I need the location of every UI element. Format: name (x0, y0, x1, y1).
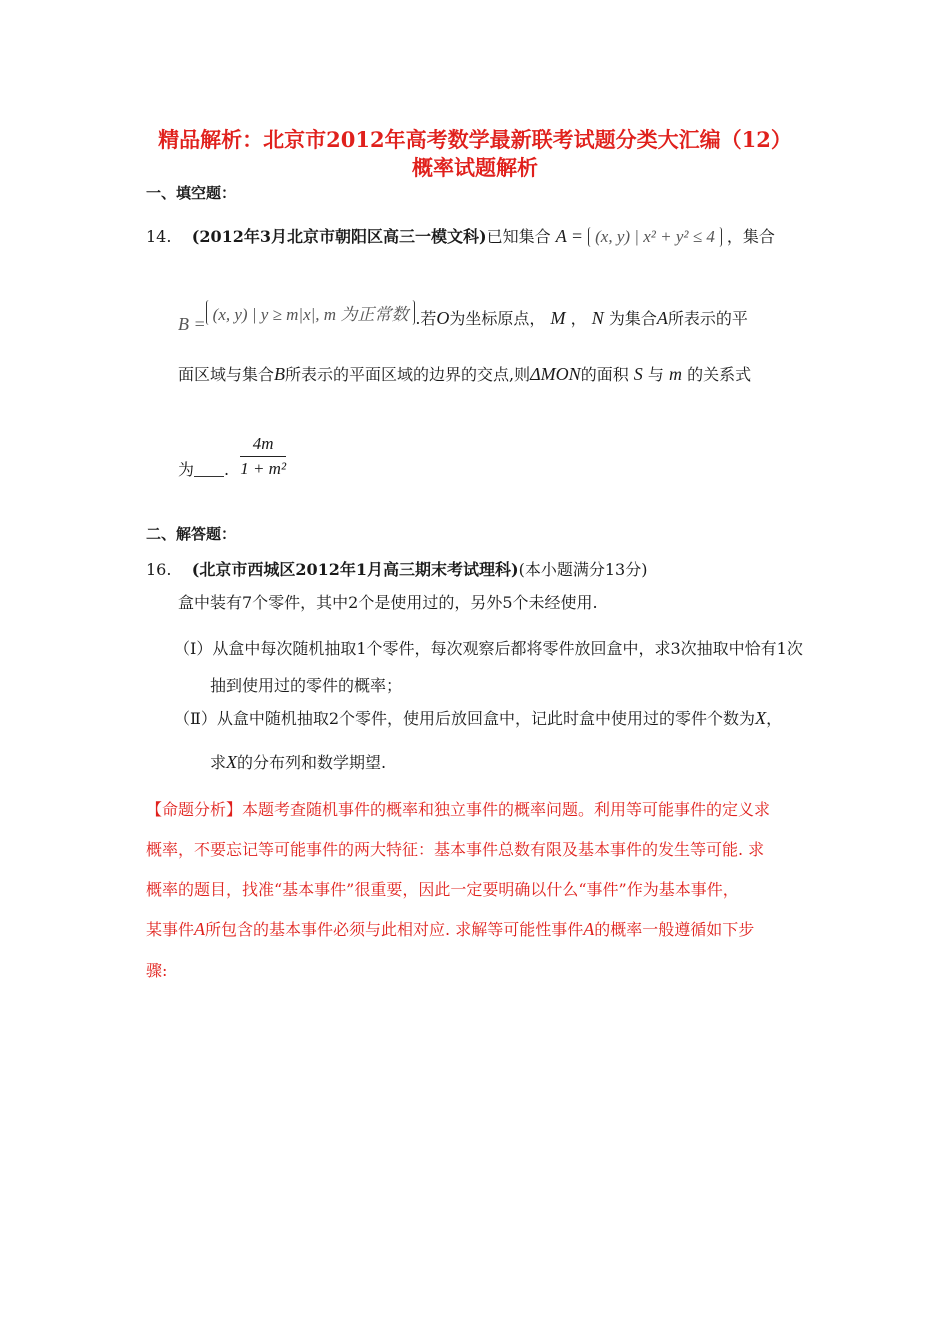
set-b-ref: B (274, 364, 286, 384)
q16-score: (本小题满分13分) (518, 560, 648, 579)
q14-line1 (146, 224, 775, 247)
q16-number: 16. (146, 560, 172, 579)
variable-x: X (755, 708, 767, 728)
section-heading-solutions: 二、解答题： (146, 525, 237, 543)
point-n: N (591, 308, 604, 328)
q14-text2: ，集合 (726, 227, 775, 246)
analysis-line4c: 的概率一般遵循如下步 (594, 920, 755, 939)
q16-part1-line2: 抽到使用过的零件的概率； (210, 676, 403, 695)
fraction-denominator: 1 + m² (240, 459, 287, 478)
q14-number: 14. (146, 227, 172, 246)
q14-text3: .若 (415, 309, 437, 328)
q16-header (146, 557, 647, 580)
q14-sep: ， (570, 309, 587, 328)
answer-suffix: . (224, 460, 230, 479)
event-a: A (194, 919, 206, 939)
q16-part2b-pre: 求 (210, 753, 227, 772)
point-o: O (436, 308, 450, 328)
point-m: M (550, 308, 566, 328)
event-a-ref: A (583, 919, 595, 939)
analysis-line2: 概率，不要忘记等可能事件的两大特征：基本事件总数有限及基本事件的发生等可能. 求 (146, 840, 765, 859)
answer-fraction (240, 434, 286, 479)
q16-part2-line2 (210, 750, 386, 773)
analysis-line4b: 所包含的基本事件必须与此相对应. 求解等可能性事件 (205, 920, 584, 939)
q14-line3 (178, 362, 751, 385)
fraction-numerator: 4m (240, 434, 286, 457)
answer-blank (194, 476, 224, 477)
q14-text10: 与 (647, 365, 664, 384)
q14-text4: 为坐标原点， (449, 309, 546, 328)
q14-answer-line (178, 434, 286, 480)
q14-text9: 的面积 (580, 365, 629, 384)
set-a-ref: A (656, 308, 668, 328)
variable-x-ref: X (226, 752, 238, 772)
page-title-line1: 精品解析：北京市2012年高考数学最新联考试题分类大汇编（12） (158, 127, 792, 152)
q14-line2 (178, 300, 748, 335)
triangle-mon: ΔMON (530, 364, 581, 384)
answer-prefix: 为 (178, 460, 195, 479)
analysis-line4 (146, 917, 754, 940)
q14-text11: 的关系式 (687, 365, 752, 384)
q14-text5: 为集合 (608, 309, 657, 328)
param-m: m (669, 364, 682, 384)
q16-part2-line1 (174, 706, 782, 729)
q16-part2-text: （Ⅱ）从盒中随机抽取2个零件，使用后放回盒中，记此时盒中使用过的零件个数为 (174, 709, 756, 728)
section-heading-fill-blank: 一、填空题： (146, 184, 237, 202)
q16-source: (北京市西城区2012年1月高三期末考试理科) (191, 560, 519, 579)
set-b-body: (x, y) | y ≥ m|x|, m 为正常数 (206, 300, 416, 325)
q16-part2-end: ， (766, 709, 783, 728)
q16-part1-line1: （Ⅰ）从盒中每次随机抽取1个零件，每次观察后都将零件放回盒中，求3次抽取中恰有1次 (174, 639, 803, 658)
q16-part2b-post: 的分布列和数学期望. (237, 753, 387, 772)
analysis-line1: 【命题分析】本题考查随机事件的概率和独立事件的概率问题。利用等可能事件的定义求 (146, 800, 771, 819)
analysis-line3: 概率的题目，找准“基本事件”很重要，因此一定要明确以什么“事件”作为基本事件， (146, 880, 739, 899)
set-b-name: B = (178, 314, 206, 334)
q14-text8: 所表示的平面区域的边界的交点,则 (285, 365, 531, 384)
set-a-body: (x, y) | x² + y² ≤ 4 (588, 227, 722, 247)
q14-text1: 已知集合 (486, 227, 551, 246)
q14-source: (2012年3月北京市朝阳区高三一模文科) (191, 227, 487, 246)
q14-text6: 所表示的平 (667, 309, 748, 328)
page-title-line2: 概率试题解析 (412, 155, 538, 180)
set-a-name: A = (555, 226, 584, 246)
analysis-line4a: 某事件 (146, 920, 195, 939)
q14-text7: 面区域与集合 (178, 365, 275, 384)
area-s: S (633, 364, 643, 384)
analysis-line5: 骤: (146, 961, 168, 980)
q16-line1: 盒中装有7个零件，其中2个是使用过的，另外5个未经使用. (178, 593, 598, 612)
